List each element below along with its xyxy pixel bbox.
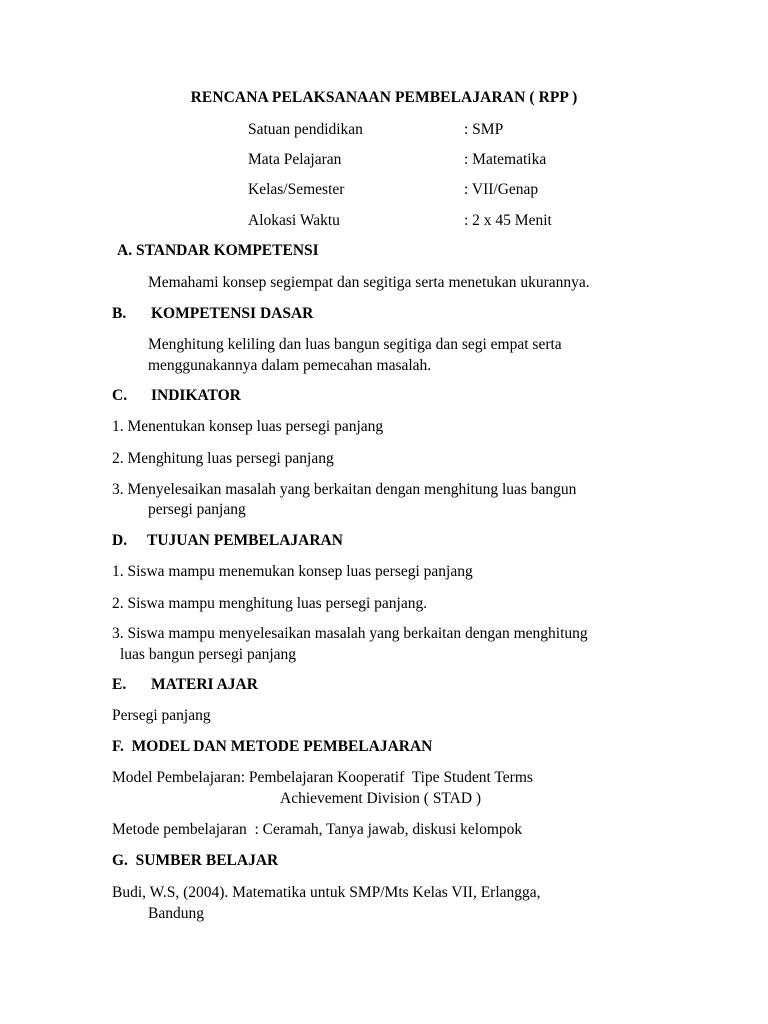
identity-value-alokasi: : 2 x 45 Menit: [464, 212, 552, 229]
section-g-line2: Bandung: [148, 905, 204, 922]
section-e-heading: MATERI AJAR: [151, 676, 258, 693]
section-a-heading: A. STANDAR KOMPETENSI: [117, 242, 319, 259]
identity-label-kelas: Kelas/Semester: [248, 181, 345, 198]
section-g-heading: G. SUMBER BELAJAR: [112, 852, 279, 869]
section-f-model-line1: Model Pembelajaran: Pembelajaran Kooperatif Tipe Student Terms: [112, 769, 533, 786]
section-d-item-3-line1: 3. Siswa mampu menyelesaikan masalah yang berkaitan dengan menghitung: [112, 625, 588, 642]
section-c-letter: C.: [112, 387, 128, 404]
identity-label-mapel: Mata Pelajaran: [248, 151, 342, 168]
section-b-text-line2: menggunakannya dalam pemecahan masalah.: [148, 357, 432, 374]
section-b-heading: KOMPETENSI DASAR: [151, 305, 314, 322]
identity-value-mapel: : Matematika: [464, 151, 547, 168]
section-c-item-2: 2. Menghitung luas persegi panjang: [112, 450, 334, 467]
section-g-line1: Budi, W.S, (2004). Matematika untuk SMP/Mts Kelas VII, Erlangga,: [112, 884, 541, 901]
section-c-heading: INDIKATOR: [151, 387, 241, 404]
identity-value-kelas: : VII/Genap: [464, 181, 539, 198]
section-f-model-line2: Achievement Division ( STAD ): [280, 790, 482, 807]
identity-label-alokasi: Alokasi Waktu: [248, 212, 340, 229]
section-c-item-3-line2: persegi panjang: [148, 501, 246, 518]
section-a-text: Memahami konsep segiempat dan segitiga serta menetukan ukurannya.: [148, 274, 590, 291]
section-b-letter: B.: [112, 305, 127, 322]
section-f-metode: Metode pembelajaran : Ceramah, Tanya jawab, diskusi kelompok: [112, 821, 523, 838]
section-d-item-3-line2: luas bangun persegi panjang: [120, 646, 297, 663]
section-c-item-3-line1: 3. Menyelesaikan masalah yang berkaitan dengan menghitung luas bangun: [112, 481, 577, 498]
document-title: RENCANA PELAKSANAAN PEMBELAJARAN ( RPP ): [190, 89, 578, 106]
section-d-item-2: 2. Siswa mampu menghitung luas persegi panjang.: [112, 595, 428, 612]
identity-value-satuan: : SMP: [464, 121, 504, 138]
identity-label-satuan: Satuan pendidikan: [248, 121, 363, 138]
section-e-letter: E.: [112, 676, 127, 693]
section-f-heading: F. MODEL DAN METODE PEMBELAJARAN: [112, 738, 433, 755]
section-d-heading: TUJUAN PEMBELAJARAN: [147, 532, 343, 549]
section-b-text-line1: Menghitung keliling dan luas bangun segitiga dan segi empat serta: [148, 336, 562, 353]
section-d-item-1: 1. Siswa mampu menemukan konsep luas persegi panjang: [112, 563, 473, 580]
section-e-text: Persegi panjang: [112, 707, 211, 724]
section-c-item-1: 1. Menentukan konsep luas persegi panjang: [112, 418, 384, 435]
section-d-letter: D.: [112, 532, 128, 549]
